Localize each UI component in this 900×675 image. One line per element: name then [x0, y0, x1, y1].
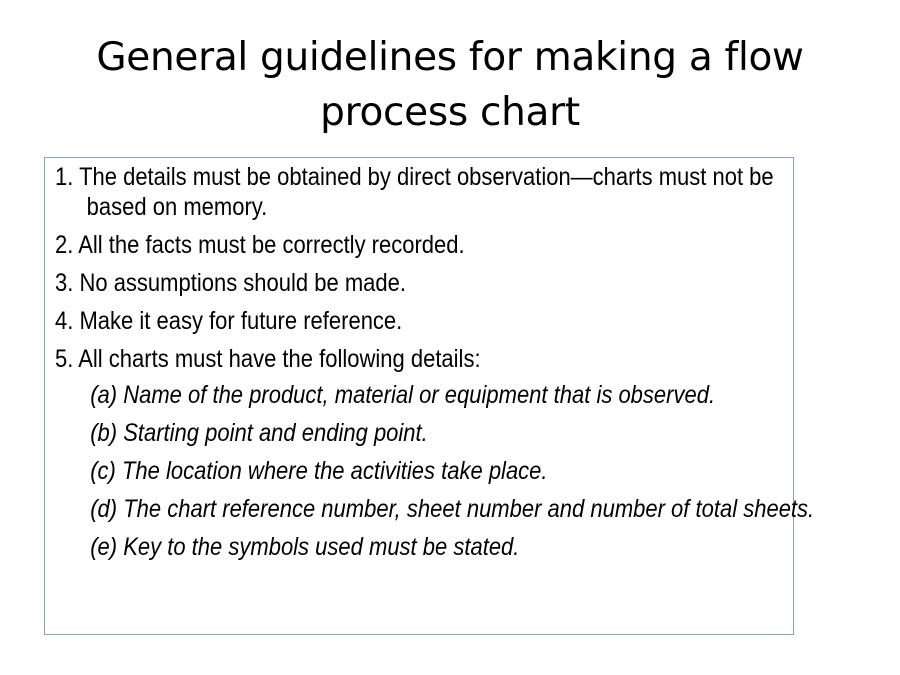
guideline-subitem-e: (e) Key to the symbols used must be stated.: [90, 533, 520, 561]
guideline-item-1: 1. The details must be obtained by direct observation—charts must not be based on memory.: [55, 163, 774, 221]
guidelines-list: [55, 162, 815, 562]
guideline-item-2: 2. All the facts must be correctly recorded.: [55, 231, 465, 259]
guideline-item-4: 4. Make it easy for future reference.: [55, 307, 403, 335]
guideline-subitem-d: (d) The chart reference number, sheet number and number of total sheets.: [90, 495, 815, 523]
guideline-subitem-b: (b) Starting point and ending point.: [90, 419, 428, 447]
guideline-item-3: 3. No assumptions should be made.: [55, 269, 406, 297]
guideline-subitem-c: (c) The location where the activities take place.: [90, 457, 548, 485]
guideline-subitem-a: (a) Name of the product, material or equipment that is observed.: [90, 381, 716, 409]
guidelines-box: [44, 157, 815, 635]
slide-title: General guidelines for making a flow process chart: [96, 35, 804, 135]
guideline-item-5: 5. All charts must have the following details:: [55, 345, 481, 373]
